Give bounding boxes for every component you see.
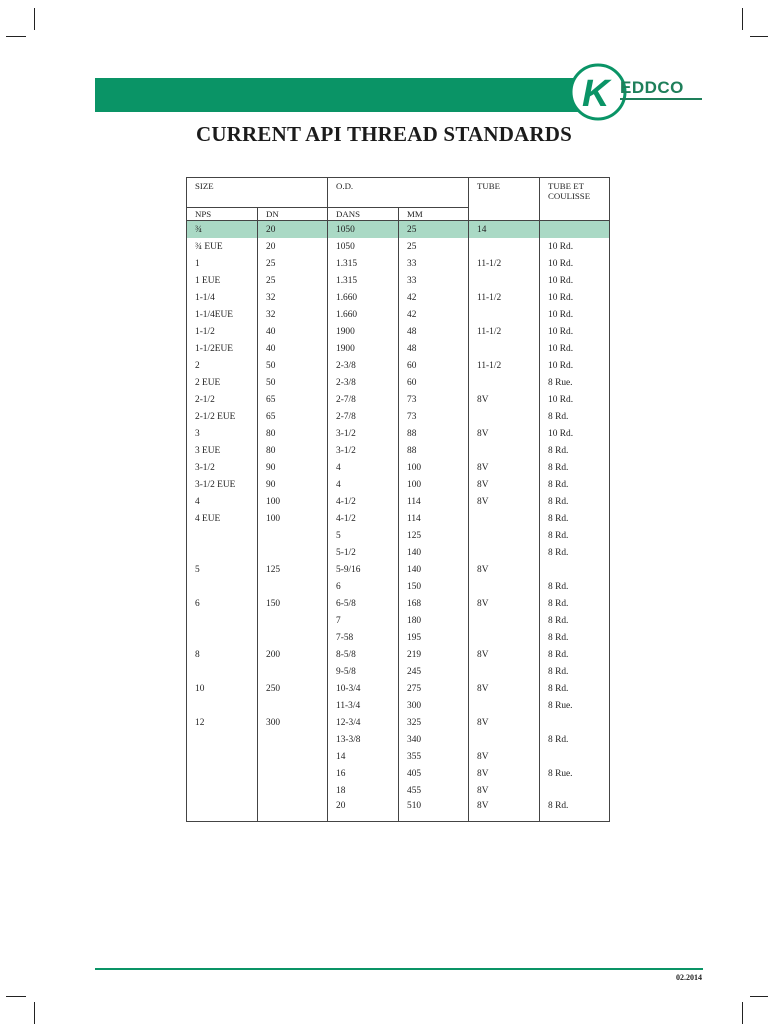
table-row [187, 595, 610, 612]
table-row [187, 442, 610, 459]
cell-tube: 8V [469, 493, 540, 510]
crop-mark [750, 996, 768, 997]
cell-mm: 88 [399, 425, 469, 442]
cell-nps: 2 EUE [187, 374, 258, 391]
cell-coupling: 10 Rd. [540, 340, 610, 357]
cell-dn: 50 [258, 357, 328, 374]
cell-mm: 275 [399, 680, 469, 697]
cell-nps [187, 527, 258, 544]
cell-tube [469, 663, 540, 680]
cell-mm: 114 [399, 510, 469, 527]
table-row [187, 357, 610, 374]
cell-nps: 5 [187, 561, 258, 578]
cell-tube: 14 [469, 221, 540, 239]
cell-coupling: 8 Rd. [540, 510, 610, 527]
table-row [187, 510, 610, 527]
cell-tube: 11-1/2 [469, 357, 540, 374]
cell-dans: 6-5/8 [328, 595, 399, 612]
table-row [187, 646, 610, 663]
cell-dn: 25 [258, 272, 328, 289]
cell-coupling: 8 Rd. [540, 595, 610, 612]
cell-dn: 90 [258, 476, 328, 493]
cell-nps: 1-1/2 [187, 323, 258, 340]
cell-coupling: 10 Rd. [540, 272, 610, 289]
cell-mm: 195 [399, 629, 469, 646]
cell-mm: 125 [399, 527, 469, 544]
crop-mark [6, 996, 26, 997]
cell-dans: 2-7/8 [328, 408, 399, 425]
cell-coupling [540, 714, 610, 731]
table-row [187, 238, 610, 255]
cell-tube: 8V [469, 714, 540, 731]
table-row [187, 748, 610, 765]
cell-tube [469, 408, 540, 425]
logo-underline [620, 98, 702, 100]
table-row [187, 221, 610, 239]
cell-dn [258, 799, 328, 822]
cell-mm: 180 [399, 612, 469, 629]
cell-dn [258, 663, 328, 680]
cell-tube [469, 612, 540, 629]
cell-coupling: 10 Rd. [540, 357, 610, 374]
cell-coupling [540, 782, 610, 799]
cell-tube [469, 272, 540, 289]
cell-dn: 20 [258, 221, 328, 239]
cell-mm: 510 [399, 799, 469, 822]
cell-nps: 1-1/4EUE [187, 306, 258, 323]
cell-tube [469, 544, 540, 561]
table-row [187, 578, 610, 595]
cell-tube [469, 510, 540, 527]
table-row [187, 731, 610, 748]
table-row [187, 782, 610, 799]
cell-mm: 140 [399, 544, 469, 561]
cell-nps: 1-1/2EUE [187, 340, 258, 357]
cell-mm: 140 [399, 561, 469, 578]
cell-tube: 8V [469, 476, 540, 493]
table-row [187, 289, 610, 306]
cell-coupling: 8 Rue. [540, 374, 610, 391]
cell-dans: 4-1/2 [328, 493, 399, 510]
header-banner [95, 78, 605, 112]
cell-nps [187, 544, 258, 561]
cell-dn: 40 [258, 340, 328, 357]
table-row [187, 255, 610, 272]
table-body [187, 221, 610, 822]
cell-dn [258, 748, 328, 765]
cell-dans: 1.315 [328, 272, 399, 289]
cell-coupling: 8 Rd. [540, 527, 610, 544]
crop-mark [34, 1002, 35, 1024]
cell-dn: 150 [258, 595, 328, 612]
header-tube-coupling: TUBE ET COULISSE [540, 178, 610, 221]
cell-dans: 5-9/16 [328, 561, 399, 578]
cell-dans: 1.315 [328, 255, 399, 272]
cell-coupling [540, 561, 610, 578]
cell-mm: 42 [399, 306, 469, 323]
cell-coupling: 10 Rd. [540, 289, 610, 306]
cell-nps [187, 799, 258, 822]
table-row [187, 765, 610, 782]
cell-coupling: 10 Rd. [540, 323, 610, 340]
cell-coupling: 8 Rd. [540, 476, 610, 493]
footer-rule [95, 968, 703, 970]
cell-dn: 20 [258, 238, 328, 255]
cell-mm: 325 [399, 714, 469, 731]
table-row [187, 391, 610, 408]
crop-mark [742, 1002, 743, 1024]
cell-tube [469, 629, 540, 646]
cell-coupling: 8 Rd. [540, 680, 610, 697]
cell-coupling: 8 Rd. [540, 731, 610, 748]
cell-dans: 1900 [328, 323, 399, 340]
cell-mm: 168 [399, 595, 469, 612]
cell-nps [187, 578, 258, 595]
cell-mm: 42 [399, 289, 469, 306]
cell-dn: 100 [258, 510, 328, 527]
table-row [187, 493, 610, 510]
cell-nps: 10 [187, 680, 258, 697]
subheader-nps: NPS [187, 208, 258, 221]
cell-coupling: 10 Rd. [540, 306, 610, 323]
cell-coupling: 10 Rd. [540, 238, 610, 255]
cell-nps [187, 748, 258, 765]
subheader-dn: DN [258, 208, 328, 221]
cell-mm: 355 [399, 748, 469, 765]
cell-nps [187, 782, 258, 799]
cell-coupling: 8 Rd. [540, 799, 610, 822]
cell-dn: 200 [258, 646, 328, 663]
cell-dans: 5 [328, 527, 399, 544]
cell-coupling: 8 Rd. [540, 663, 610, 680]
cell-dn [258, 544, 328, 561]
crop-mark [34, 8, 35, 30]
cell-dn: 250 [258, 680, 328, 697]
cell-coupling: 10 Rd. [540, 255, 610, 272]
cell-mm: 405 [399, 765, 469, 782]
cell-dans: 1900 [328, 340, 399, 357]
table-row [187, 374, 610, 391]
cell-dans: 18 [328, 782, 399, 799]
cell-dans: 5-1/2 [328, 544, 399, 561]
cell-nps: 12 [187, 714, 258, 731]
cell-nps: 2-1/2 [187, 391, 258, 408]
cell-nps: 3-1/2 EUE [187, 476, 258, 493]
cell-dn: 125 [258, 561, 328, 578]
cell-tube [469, 238, 540, 255]
cell-dans: 14 [328, 748, 399, 765]
cell-coupling [540, 748, 610, 765]
cell-dans: 2-3/8 [328, 357, 399, 374]
cell-nps [187, 731, 258, 748]
cell-tube [469, 731, 540, 748]
cell-tube: 8V [469, 425, 540, 442]
cell-tube: 8V [469, 595, 540, 612]
cell-tube: 8V [469, 748, 540, 765]
cell-tube [469, 527, 540, 544]
cell-coupling: 8 Rd. [540, 442, 610, 459]
cell-dn: 40 [258, 323, 328, 340]
cell-dn: 25 [258, 255, 328, 272]
cell-coupling [540, 221, 610, 239]
cell-dn [258, 578, 328, 595]
cell-tube [469, 442, 540, 459]
cell-dans: 1.660 [328, 306, 399, 323]
table-row [187, 561, 610, 578]
cell-nps: ¾ EUE [187, 238, 258, 255]
cell-coupling: 10 Rd. [540, 391, 610, 408]
table-row [187, 663, 610, 680]
table-row [187, 714, 610, 731]
cell-dans: 13-3/8 [328, 731, 399, 748]
cell-nps [187, 765, 258, 782]
cell-nps [187, 697, 258, 714]
cell-mm: 100 [399, 476, 469, 493]
crop-mark [742, 8, 743, 30]
cell-dans: 12-3/4 [328, 714, 399, 731]
cell-nps: 4 EUE [187, 510, 258, 527]
cell-dans: 2-3/8 [328, 374, 399, 391]
cell-dn: 80 [258, 425, 328, 442]
cell-nps: 3 EUE [187, 442, 258, 459]
cell-mm: 25 [399, 238, 469, 255]
cell-coupling: 8 Rd. [540, 646, 610, 663]
cell-tube: 11-1/2 [469, 323, 540, 340]
cell-mm: 88 [399, 442, 469, 459]
header-od: O.D. [328, 178, 469, 208]
cell-dn [258, 765, 328, 782]
cell-dans: 3-1/2 [328, 425, 399, 442]
cell-dn: 90 [258, 459, 328, 476]
cell-coupling: 8 Rd. [540, 544, 610, 561]
cell-dans: 9-5/8 [328, 663, 399, 680]
cell-dans: 3-1/2 [328, 442, 399, 459]
cell-nps: 1-1/4 [187, 289, 258, 306]
cell-dans: 1.660 [328, 289, 399, 306]
cell-coupling: 10 Rd. [540, 425, 610, 442]
cell-dans: 11-3/4 [328, 697, 399, 714]
logo-wordmark: EDDCO [620, 78, 684, 97]
table-row [187, 612, 610, 629]
cell-dans: 7 [328, 612, 399, 629]
cell-nps: 1 EUE [187, 272, 258, 289]
table-row [187, 544, 610, 561]
cell-dn: 32 [258, 289, 328, 306]
cell-dans: 1050 [328, 221, 399, 239]
cell-dn: 300 [258, 714, 328, 731]
table-row [187, 697, 610, 714]
cell-dans: 2-7/8 [328, 391, 399, 408]
header-size: SIZE [187, 178, 328, 208]
cell-tube [469, 306, 540, 323]
cell-dn: 80 [258, 442, 328, 459]
cell-nps: 8 [187, 646, 258, 663]
cell-mm: 219 [399, 646, 469, 663]
cell-dn: 65 [258, 408, 328, 425]
cell-dans: 7-58 [328, 629, 399, 646]
table-row [187, 340, 610, 357]
cell-coupling: 8 Rd. [540, 629, 610, 646]
cell-mm: 60 [399, 357, 469, 374]
cell-tube: 8V [469, 391, 540, 408]
cell-nps: 3-1/2 [187, 459, 258, 476]
cell-dans: 8-5/8 [328, 646, 399, 663]
cell-nps [187, 629, 258, 646]
table-row [187, 408, 610, 425]
cell-dn [258, 782, 328, 799]
table-row [187, 272, 610, 289]
thread-standards-table [186, 177, 610, 822]
cell-dn: 32 [258, 306, 328, 323]
table-row [187, 629, 610, 646]
cell-dn [258, 612, 328, 629]
cell-tube: 11-1/2 [469, 255, 540, 272]
cell-coupling: 8 Rd. [540, 493, 610, 510]
cell-dn: 65 [258, 391, 328, 408]
cell-mm: 33 [399, 255, 469, 272]
cell-nps: 1 [187, 255, 258, 272]
cell-dn [258, 629, 328, 646]
cell-tube [469, 340, 540, 357]
cell-mm: 48 [399, 340, 469, 357]
cell-tube: 8V [469, 646, 540, 663]
cell-mm: 60 [399, 374, 469, 391]
cell-dn [258, 731, 328, 748]
cell-nps [187, 612, 258, 629]
cell-tube: 8V [469, 561, 540, 578]
cell-mm: 150 [399, 578, 469, 595]
cell-dn [258, 697, 328, 714]
cell-dans: 4-1/2 [328, 510, 399, 527]
cell-dans: 1050 [328, 238, 399, 255]
cell-nps: ¾ [187, 221, 258, 239]
cell-mm: 340 [399, 731, 469, 748]
table-row [187, 323, 610, 340]
header-tube: TUBE [469, 178, 540, 221]
cell-nps: 2-1/2 EUE [187, 408, 258, 425]
page-title: CURRENT API THREAD STANDARDS [195, 122, 573, 146]
table-row [187, 425, 610, 442]
cell-mm: 100 [399, 459, 469, 476]
table-row [187, 527, 610, 544]
table-row [187, 476, 610, 493]
cell-dans: 16 [328, 765, 399, 782]
cell-nps [187, 663, 258, 680]
cell-mm: 25 [399, 221, 469, 239]
cell-mm: 114 [399, 493, 469, 510]
table-row [187, 306, 610, 323]
cell-dans: 10-3/4 [328, 680, 399, 697]
subheader-mm: MM [399, 208, 469, 221]
cell-nps: 3 [187, 425, 258, 442]
cell-tube: 11-1/2 [469, 289, 540, 306]
table-row [187, 680, 610, 697]
cell-tube: 8V [469, 799, 540, 822]
table-row [187, 799, 610, 822]
cell-tube: 8V [469, 459, 540, 476]
cell-mm: 300 [399, 697, 469, 714]
cell-dn: 50 [258, 374, 328, 391]
cell-coupling: 8 Rue. [540, 697, 610, 714]
footer-date: 02.2014 [676, 973, 702, 982]
cell-tube [469, 374, 540, 391]
cell-mm: 48 [399, 323, 469, 340]
cell-nps: 2 [187, 357, 258, 374]
table-row [187, 459, 610, 476]
cell-tube: 8V [469, 680, 540, 697]
cell-tube: 8V [469, 765, 540, 782]
cell-coupling: 8 Rue. [540, 765, 610, 782]
crop-mark [750, 36, 768, 37]
cell-nps: 4 [187, 493, 258, 510]
cell-mm: 245 [399, 663, 469, 680]
cell-dans: 20 [328, 799, 399, 822]
cell-coupling: 8 Rd. [540, 612, 610, 629]
cell-mm: 73 [399, 408, 469, 425]
cell-dn [258, 527, 328, 544]
cell-nps: 6 [187, 595, 258, 612]
crop-mark [6, 36, 26, 37]
cell-dans: 4 [328, 476, 399, 493]
logo-letter: K [582, 73, 610, 115]
cell-tube [469, 697, 540, 714]
cell-coupling: 8 Rd. [540, 408, 610, 425]
cell-tube: 8V [469, 782, 540, 799]
cell-coupling: 8 Rd. [540, 578, 610, 595]
cell-dans: 4 [328, 459, 399, 476]
cell-mm: 455 [399, 782, 469, 799]
subheader-dans: DANS [328, 208, 399, 221]
cell-mm: 73 [399, 391, 469, 408]
cell-mm: 33 [399, 272, 469, 289]
cell-tube [469, 578, 540, 595]
cell-coupling: 8 Rd. [540, 459, 610, 476]
cell-dans: 6 [328, 578, 399, 595]
cell-dn: 100 [258, 493, 328, 510]
